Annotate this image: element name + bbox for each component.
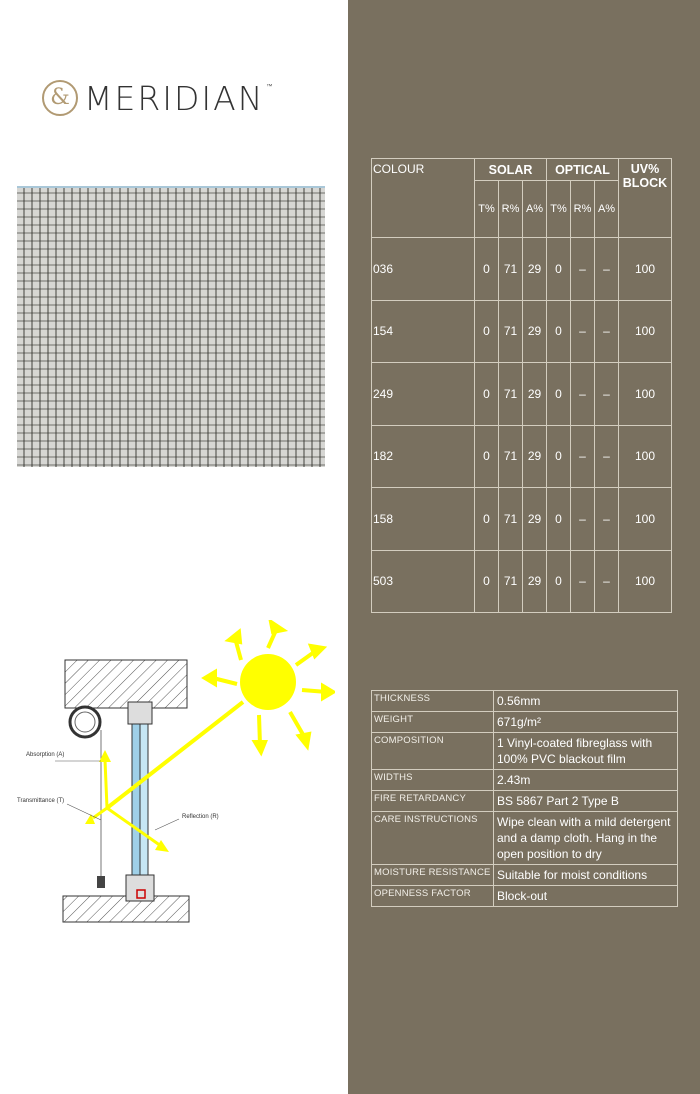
uv-block: 100 (619, 363, 672, 426)
solar-t: 0 (475, 425, 499, 488)
solar-t: 0 (475, 363, 499, 426)
uv-block: 100 (619, 238, 672, 301)
optical-r-header: R% (571, 181, 595, 238)
brand-trademark: ™ (266, 84, 273, 90)
optical-r: – (571, 425, 595, 488)
optical-t: 0 (547, 238, 571, 301)
optical-r: – (571, 550, 595, 613)
spec-label: MOISTURE RESISTANCE (372, 865, 494, 886)
spec-label: CARE INSTRUCTIONS (372, 812, 494, 865)
optical-header: OPTICAL (547, 159, 619, 181)
solar-header: SOLAR (475, 159, 547, 181)
optical-a: – (595, 488, 619, 551)
table-row (372, 488, 672, 551)
uv-block: 100 (619, 425, 672, 488)
solar-r: 71 (499, 488, 523, 551)
uv-block-header: UV% BLOCK (619, 159, 672, 238)
colour-code: 182 (372, 425, 475, 488)
spec-label: OPENNESS FACTOR (372, 886, 494, 907)
solar-t: 0 (475, 238, 499, 301)
spec-label: WEIGHT (372, 712, 494, 733)
absorption-label: Absorption (A) (26, 752, 65, 758)
colour-performance-table (371, 158, 672, 613)
optical-t: 0 (547, 425, 571, 488)
optical-a: – (595, 425, 619, 488)
optical-t: 0 (547, 300, 571, 363)
spec-value: Suitable for moist conditions (494, 865, 678, 886)
solar-a: 29 (523, 425, 547, 488)
spec-label: WIDTHS (372, 770, 494, 791)
colour-header: COLOUR (372, 159, 475, 238)
spec-label: THICKNESS (372, 691, 494, 712)
spec-row (372, 886, 678, 907)
spec-value: 0.56mm (494, 691, 678, 712)
left-panel (0, 0, 348, 1094)
solar-t: 0 (475, 488, 499, 551)
table-row (372, 425, 672, 488)
uv-block: 100 (619, 488, 672, 551)
solar-r: 71 (499, 550, 523, 613)
brand-logo (42, 78, 272, 118)
solar-r: 71 (499, 300, 523, 363)
specifications-table (371, 690, 678, 907)
optical-a: – (595, 363, 619, 426)
optical-t: 0 (547, 550, 571, 613)
spec-value: Wipe clean with a mild detergent and a damp cloth. Hang in the open position to dry (494, 812, 678, 865)
fabric-swatch-image (17, 186, 325, 467)
solar-a: 29 (523, 363, 547, 426)
spec-row (372, 733, 678, 770)
spec-value: Block-out (494, 886, 678, 907)
spec-row (372, 712, 678, 733)
optical-r: – (571, 488, 595, 551)
colour-code: 154 (372, 300, 475, 363)
transmittance-label: Transmittance (T) (17, 798, 65, 804)
table-row (372, 238, 672, 301)
optical-a: – (595, 238, 619, 301)
optical-a: – (595, 300, 619, 363)
table-row (372, 363, 672, 426)
spec-row (372, 812, 678, 865)
solar-a-header: A% (523, 181, 547, 238)
uv-block: 100 (619, 300, 672, 363)
optical-t: 0 (547, 488, 571, 551)
spec-row (372, 865, 678, 886)
table-row (372, 550, 672, 613)
solar-a: 29 (523, 238, 547, 301)
brand-symbol: & (42, 80, 78, 116)
optical-t-header: T% (547, 181, 571, 238)
solar-a: 29 (523, 550, 547, 613)
solar-t: 0 (475, 550, 499, 613)
solar-r: 71 (499, 238, 523, 301)
table-row (372, 300, 672, 363)
solar-r: 71 (499, 363, 523, 426)
spec-label: COMPOSITION (372, 733, 494, 770)
solar-a: 29 (523, 300, 547, 363)
spec-row (372, 691, 678, 712)
solar-r: 71 (499, 425, 523, 488)
colour-code: 036 (372, 238, 475, 301)
colour-code: 503 (372, 550, 475, 613)
solar-t-header: T% (475, 181, 499, 238)
solar-diagram (15, 620, 335, 930)
brand-name: MERIDIAN (84, 78, 265, 118)
colour-code: 158 (372, 488, 475, 551)
spec-value: BS 5867 Part 2 Type B (494, 791, 678, 812)
optical-r: – (571, 300, 595, 363)
solar-r-header: R% (499, 181, 523, 238)
spec-row (372, 770, 678, 791)
optical-r: – (571, 238, 595, 301)
spec-value: 2.43m (494, 770, 678, 791)
optical-t: 0 (547, 363, 571, 426)
optical-a: – (595, 550, 619, 613)
optical-r: – (571, 363, 595, 426)
reflection-label: Reflection (R) (182, 814, 219, 820)
spec-value: 1 Vinyl-coated fibreglass with 100% PVC blackout film (494, 733, 678, 770)
solar-a: 29 (523, 488, 547, 551)
spec-label: FIRE RETARDANCY (372, 791, 494, 812)
optical-a-header: A% (595, 181, 619, 238)
spec-value: 671g/m² (494, 712, 678, 733)
uv-block: 100 (619, 550, 672, 613)
solar-t: 0 (475, 300, 499, 363)
spec-row (372, 791, 678, 812)
colour-code: 249 (372, 363, 475, 426)
